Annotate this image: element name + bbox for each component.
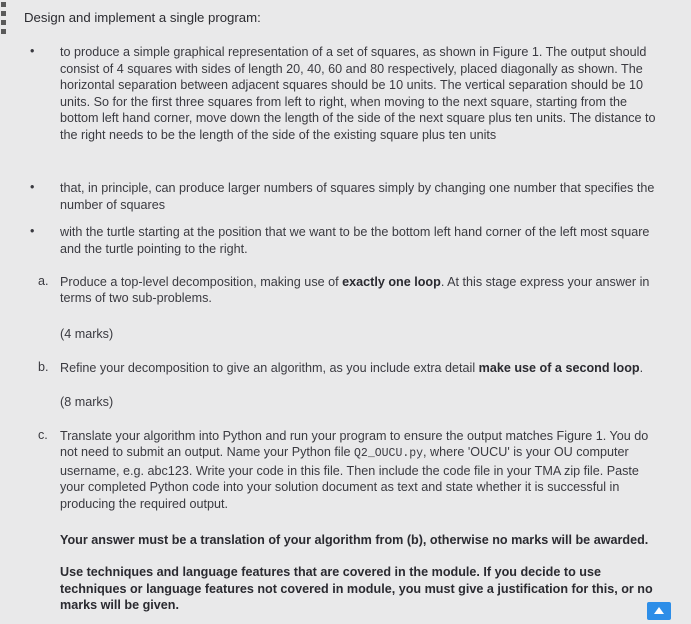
note-techniques: Use techniques and language features that are covered in the module. If you decide to use techniques or language features not covered in module, you must give a justification for this, or no marks will be given.	[60, 565, 653, 613]
bullet-icon: •	[30, 224, 35, 238]
page-title: Design and implement a single program:	[24, 10, 261, 25]
bullet-text: that, in principle, can produce larger numbers of squares simply by changing one number that specifies the number of squares	[60, 181, 655, 212]
question-part-a	[38, 274, 663, 307]
bullet-text: with the turtle starting at the position that we want to be the bottom left hand corner of the left most square and the turtle pointing to the right.	[60, 225, 650, 256]
part-letter: a.	[38, 274, 49, 288]
question-part-b	[38, 360, 663, 376]
part-letter: b.	[38, 360, 49, 374]
note-translation: Your answer must be a translation of your algorithm from (b), otherwise no marks will be awarded.	[60, 533, 649, 547]
part-letter: c.	[38, 428, 48, 442]
list-item	[30, 44, 660, 144]
chevron-up-icon	[654, 607, 664, 614]
part-a-text: Produce a top-level decomposition, making use of exactly one loop. At this stage express your answer in terms of two sub-problems.	[60, 275, 650, 306]
part-b-marks: (8 marks)	[60, 395, 114, 409]
scroll-up-button[interactable]	[647, 602, 671, 620]
part-b-text: Refine your decomposition to give an algorithm, as you include extra detail make use of a second loop.	[60, 361, 644, 375]
question-part-c	[38, 428, 663, 512]
list-item	[30, 224, 660, 257]
part-c-text: Translate your algorithm into Python and run your program to ensure the output matches Figure 1. You do not need to submit an output. Name your Python file Q2_OUCU.py, where 'OUCU' is your OU computer username, e.g. abc123. Write your code in this file. Then include the code file in your TMA zip file. Paste your completed Python code into your solution document as text and state whether it is successful in producing the required output.	[60, 429, 649, 511]
bullet-icon: •	[30, 44, 35, 58]
left-margin-marker	[0, 0, 8, 40]
bullet-icon: •	[30, 180, 35, 194]
bullet-text: to produce a simple graphical representation of a set of squares, as shown in Figure 1. The output should consist of 4 squares with sides of length 20, 40, 60 and 80 respectively, placed diagonally as shown. The horizontal separation between adjacent squares should be 10 units. The vertical separation should be 10 units. So for the first three squares from left to right, when moving to the next square, starting from the bottom left hand corner, move down the length of the side of the next square plus ten units. The distance to the right needs to be the length of the side of the existing square plus ten units	[60, 45, 656, 142]
list-item	[30, 180, 660, 213]
part-a-marks: (4 marks)	[60, 327, 114, 341]
